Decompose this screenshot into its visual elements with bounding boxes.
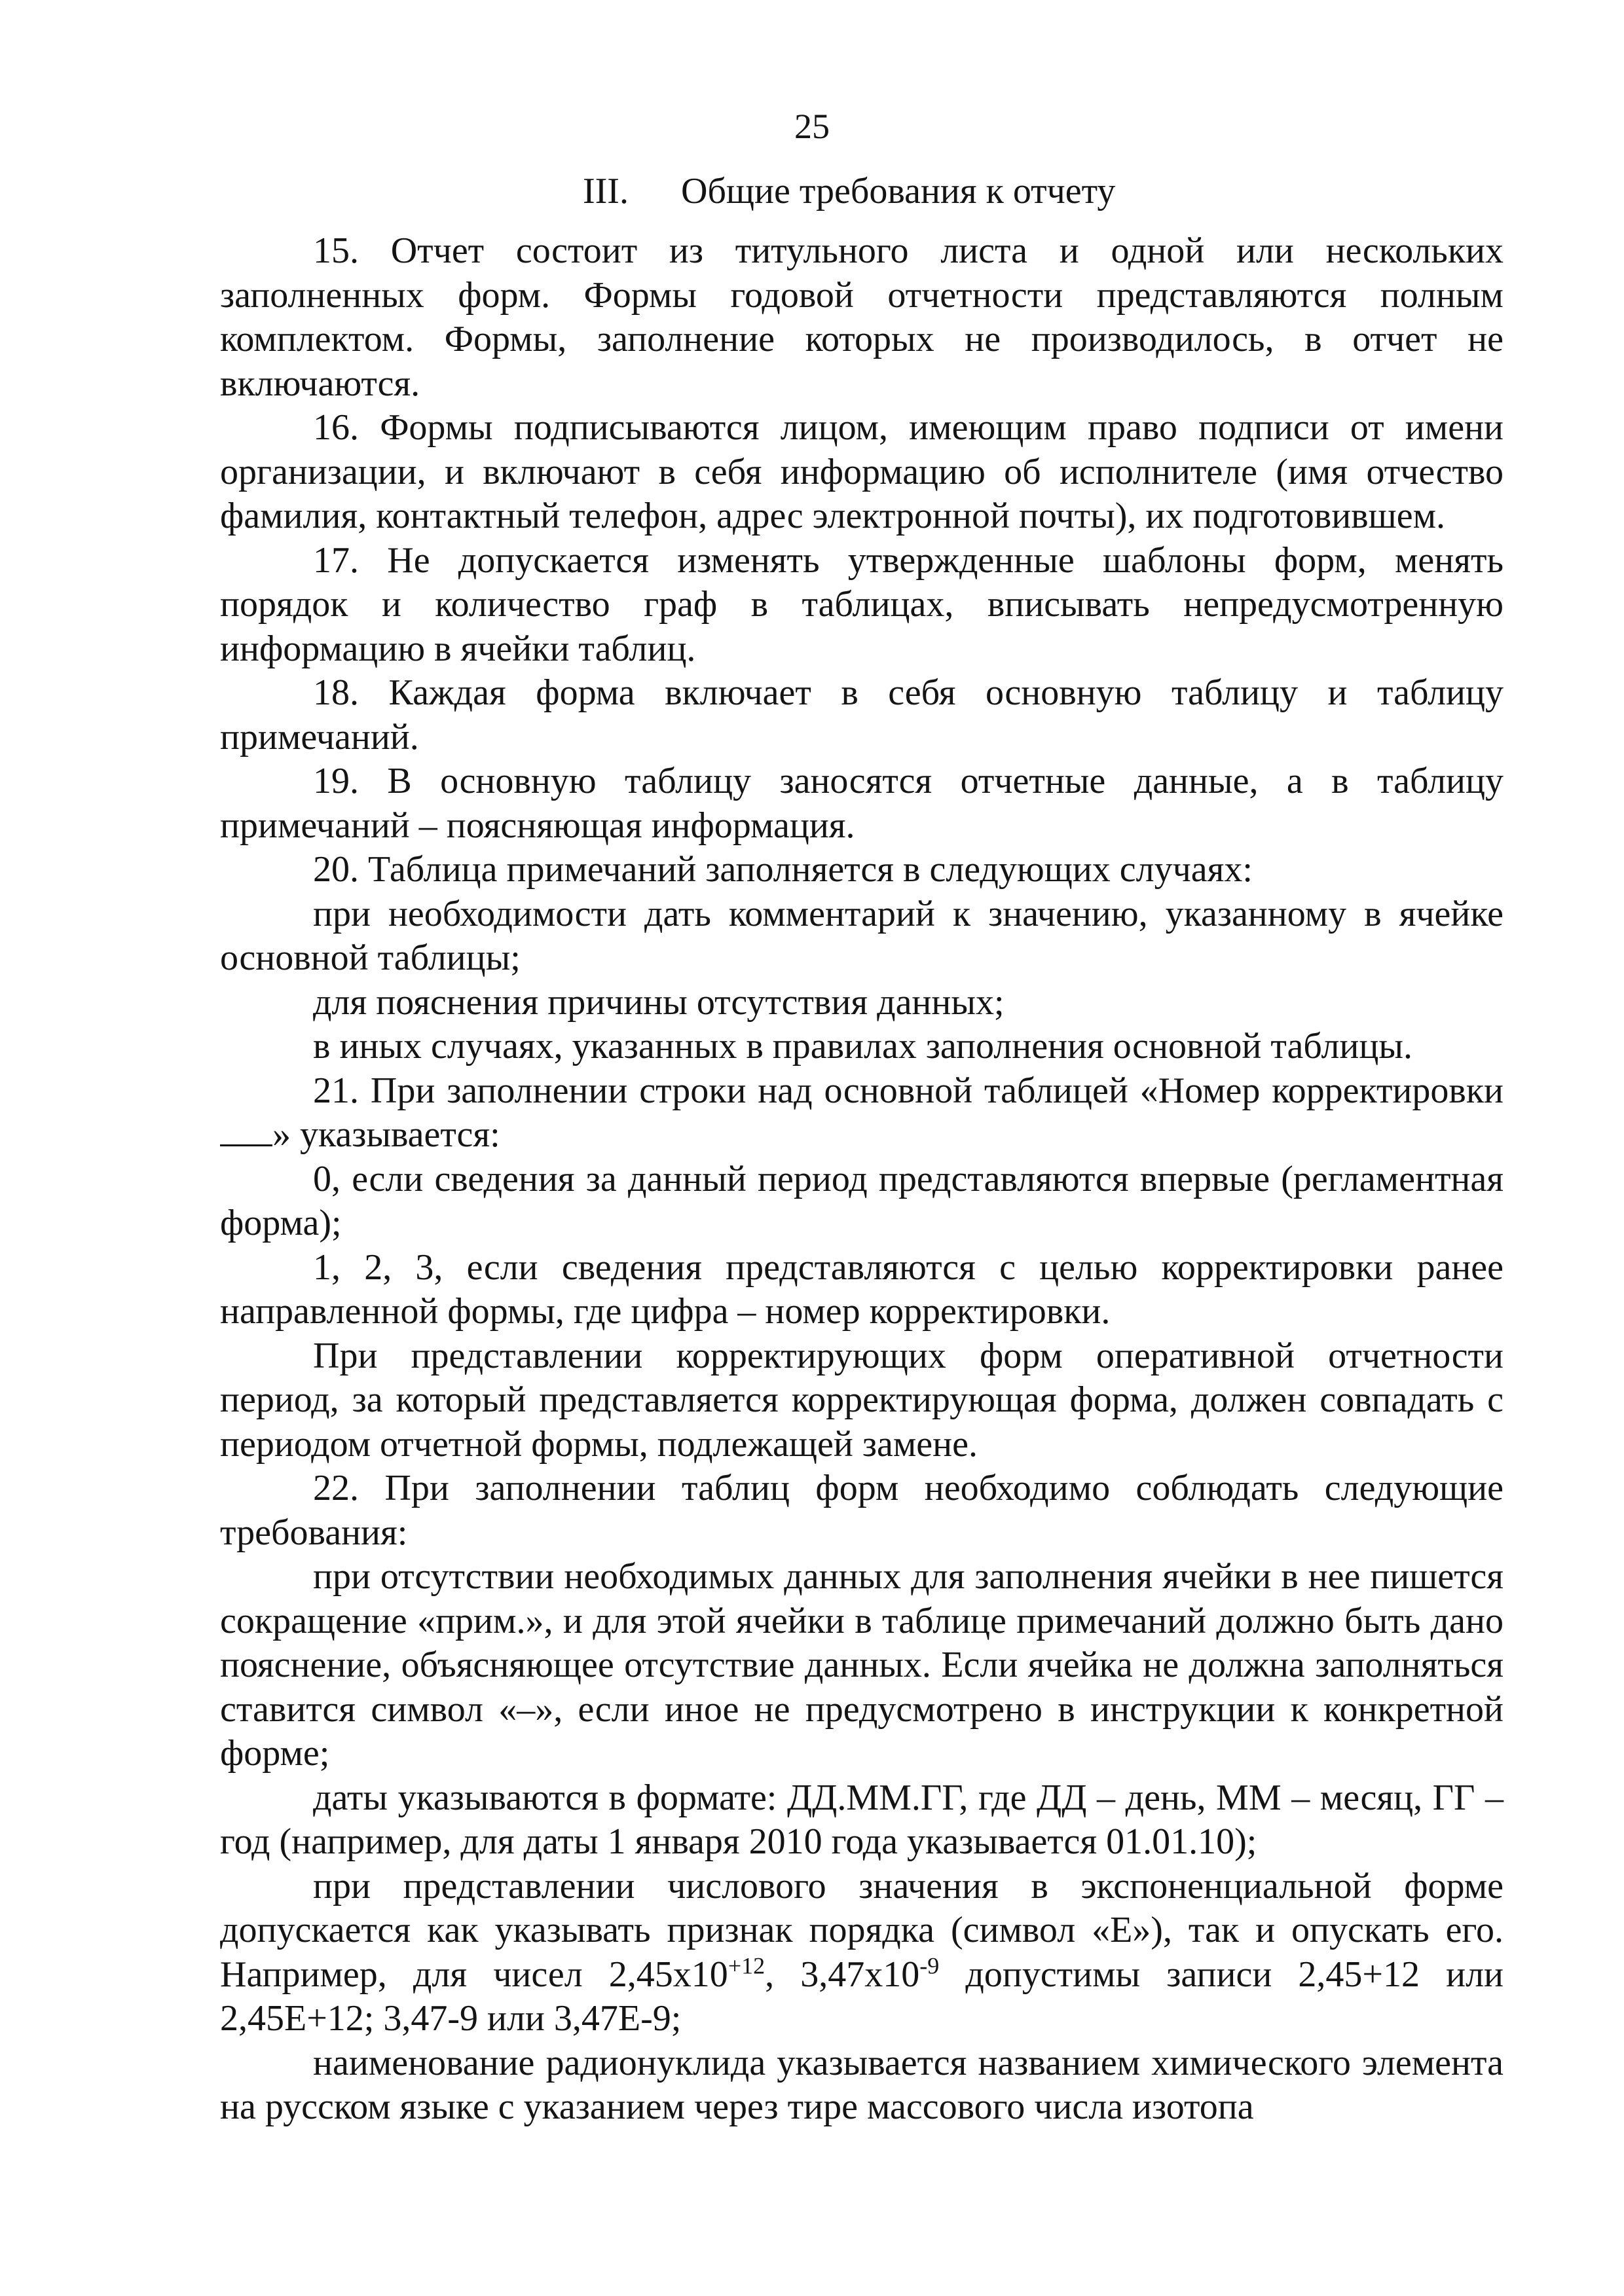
section-title: Общие требования к отчету	[681, 171, 1116, 211]
paragraph-22-item-3-part-3: допустимы записи 2,45+12 или 2,45Е+12; 3,47-9 или 3,47Е-9;	[220, 1954, 1504, 2039]
paragraph-21-item-3: При представлении корректирующих форм оперативной отчетности период, за который представляется корректирующая форма, должен совпадать с периодом отчетной формы, подлежащей замене.	[220, 1335, 1504, 1465]
page-number: 25	[794, 107, 830, 146]
paragraph-22-item-3-part-2: , 3,47х10	[765, 1954, 920, 1995]
paragraph-22-item-4: наименование радионуклида указывается названием химического элемента на русском языке с указанием через тире массового числа изотопа	[220, 2042, 1504, 2127]
paragraph-20: 20. Таблица примечаний заполняется в следующих случаях:	[313, 849, 1253, 890]
paragraph-21-item-1: 0, если сведения за данный период представляются впервые (регламентная форма);	[220, 1158, 1504, 1243]
paragraph-22-item-3	[220, 1865, 1504, 2041]
paragraph-22-item-1: при отсутствии необходимых данных для заполнения ячейки в нее пишется сокращение «прим.», и для этой ячейки в таблице примечаний должно быть дано пояснение, объясняющее отсутствие данных. Если ячейка не должна заполняться ставится символ «–», если иное не предусмотрено в инструкции к конкретной форме;	[220, 1556, 1504, 1774]
paragraph-21	[220, 1069, 1504, 1157]
paragraph-17: 17. Не допускается изменять утвержденные шаблоны форм, менять порядок и количество граф в таблицах, вписывать непредусмотренную информацию в ячейки таблиц.	[220, 539, 1504, 669]
paragraph-21-end: » указывается:	[272, 1114, 500, 1155]
paragraph-18: 18. Каждая форма включает в себя основную таблицу и таблицу примечаний.	[220, 672, 1504, 757]
paragraph-22: 22. При заполнении таблиц форм необходимо соблюдать следующие требования:	[220, 1468, 1504, 1553]
document-body	[220, 229, 1504, 2130]
paragraph-19: 19. В основную таблицу заносятся отчетные данные, а в таблицу примечаний – поясняющая информация.	[220, 761, 1504, 846]
paragraph-20-item-3: в иных случаях, указанных в правилах заполнения основной таблицы.	[313, 1026, 1412, 1066]
paragraph-21-start: 21. При заполнении строки над основной таблицей «Номер корректировки	[313, 1070, 1504, 1111]
section-number: III.	[583, 171, 629, 211]
paragraph-22-item-3-part-1: при представлении числового значения в экспоненциальной форме допускается как указывать признак порядка (символ «Е»), так и опускать его. Например, для чисел 2,45х10	[220, 1865, 1504, 1995]
paragraph-20-item-1: при необходимости дать комментарий к значению, указанному в ячейке основной таблицы;	[220, 893, 1504, 978]
blank-underline	[220, 1116, 272, 1146]
paragraph-20-item-2: для пояснения причины отсутствия данных;	[313, 981, 1005, 1023]
paragraph-16: 16. Формы подписываются лицом, имеющим право подписи от имени организации, и включают в себя информацию об исполнителе (имя отчество фамилия, контактный телефон, адрес электронной почты), их подготовившем.	[220, 407, 1504, 536]
paragraph-22-item-2: даты указываются в формате: ДД.ММ.ГГ, где ДД – день, ММ – месяц, ГГ – год (например, для даты 1 января 2010 года указывается 01.01.10);	[220, 1777, 1504, 1862]
exponent-1: +12	[728, 1952, 766, 1978]
paragraph-21-item-2: 1, 2, 3, если сведения представляются с целью корректировки ранее направленной формы, где цифра – номер корректировки.	[220, 1247, 1504, 1332]
section-heading	[583, 169, 1303, 213]
paragraph-15: 15. Отчет состоит из титульного листа и одной или нескольких заполненных форм. Формы годовой отчетности представляются полным комплектом. Формы, заполнение которых не производилось, в отчет не включаются.	[220, 230, 1504, 404]
exponent-2: -9	[919, 1952, 940, 1978]
